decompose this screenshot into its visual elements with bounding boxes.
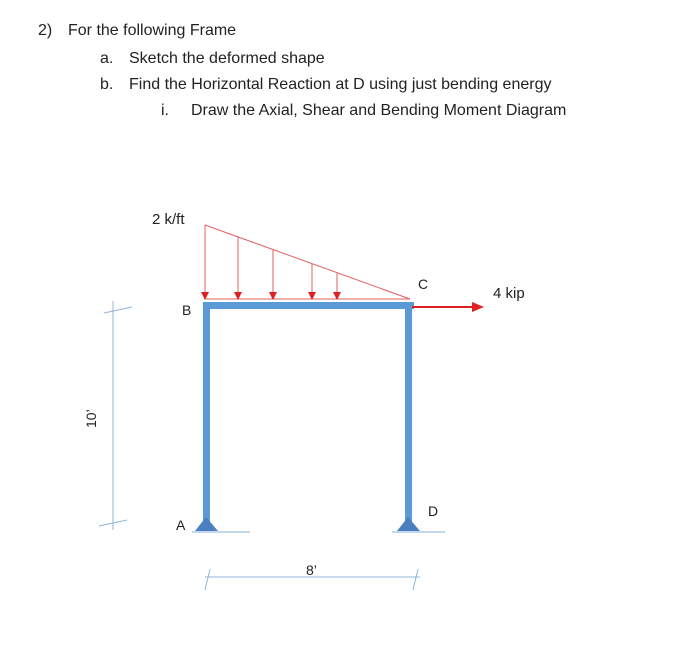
support-a	[192, 517, 250, 532]
node-b-label: B	[182, 302, 192, 318]
part-a-label: a.	[100, 50, 114, 67]
load-arrow	[269, 249, 277, 300]
part-b-text: Find the Horizontal Reaction at D using just bending energy	[129, 76, 552, 93]
node-c-label: C	[418, 276, 429, 292]
load-arrow	[308, 264, 316, 300]
beam-bc	[203, 302, 414, 309]
load-arrow	[234, 237, 242, 300]
point-load-arrow	[412, 302, 484, 312]
part-b-i-label: i.	[161, 102, 169, 119]
distributed-load	[201, 225, 410, 300]
support-d	[392, 517, 445, 532]
load-arrow	[201, 226, 209, 300]
problem-number: 2)	[38, 22, 53, 39]
width-dimension-label: 8’	[306, 562, 317, 578]
height-dimension	[99, 301, 132, 530]
load-arrow	[333, 273, 341, 300]
height-dimension-label: 10’	[83, 409, 99, 428]
part-b-label: b.	[100, 76, 114, 93]
load-magnitude-label: 2 k/ft	[152, 211, 185, 228]
column-ab	[203, 302, 210, 524]
node-d-label: D	[428, 503, 439, 519]
column-cd	[405, 302, 412, 524]
point-load-label: 4 kip	[493, 285, 525, 302]
part-a-text: Sketch the deformed shape	[129, 50, 325, 67]
problem-title: For the following Frame	[68, 22, 237, 39]
node-a-label: A	[176, 517, 186, 533]
part-b-i-text: Draw the Axial, Shear and Bending Moment Diagram	[191, 102, 567, 119]
load-outline-top	[205, 225, 410, 299]
